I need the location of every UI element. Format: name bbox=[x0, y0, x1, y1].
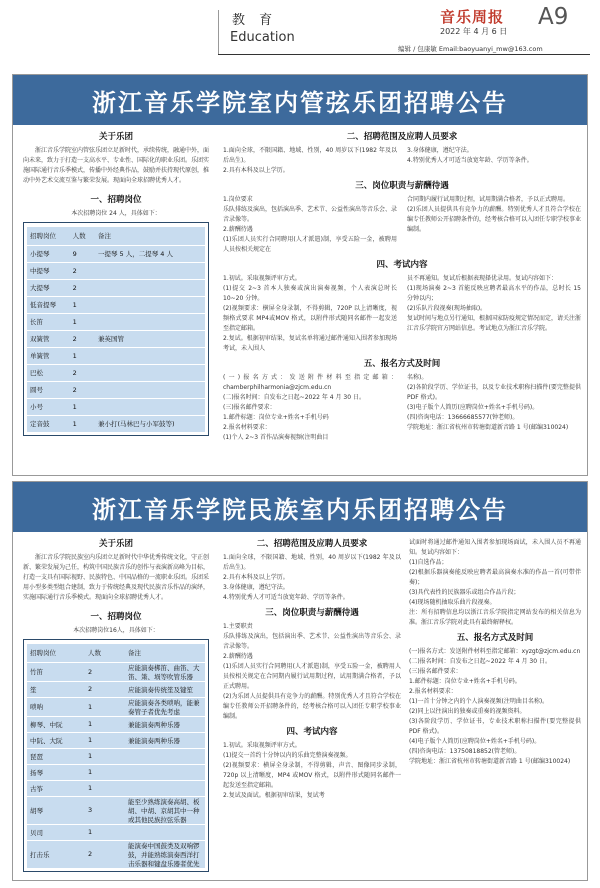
table-row bbox=[27, 796, 205, 824]
positions-table-box bbox=[23, 639, 209, 872]
position-note: 应能演奏各类唢呐，能兼奏管子者优先考虑 bbox=[125, 697, 205, 716]
left-column bbox=[23, 127, 209, 436]
positions-subtitle: 本次招聘岗位 24 人，具体如下： bbox=[71, 210, 161, 217]
col-header-count: 人数 bbox=[85, 644, 125, 662]
position-count: 2 bbox=[85, 840, 125, 868]
about-text: 浙江音乐学院民族室内乐团立足新时代中华优秀传统文化，守正创新、繁荣发展为己任，构筑中国民族音乐的创作与表演新高峰为目标，打造一支具有国际视野、民族特色、中国品格的一流职业乐团。乐团采用小型多类型组合建制，致力于传统经典及现代民族音乐作品的演绎，实施国际通行音乐季模式。现面向全球招聘优秀人才。 bbox=[23, 554, 210, 601]
position-note bbox=[125, 748, 205, 764]
position-note bbox=[125, 780, 205, 796]
position-note: 能演奏中国鼓类及双响锣鼓，并能熟练演奏西洋打击乐器和键盘乐器者优先 bbox=[125, 840, 205, 868]
position-count: 2 bbox=[70, 262, 95, 279]
col-header-position: 招聘岗位 bbox=[27, 227, 70, 245]
table-row bbox=[27, 824, 205, 840]
duties-text: 1.主要职责 乐队排练及演出，包括演出季、艺术节、公益性演出等音乐会、录音录像等。 2.薪酬待遇 (1)乐团人员实行合同聘用(人才派遣)制，享受五险一金，被聘用人员按相关规定在合同期内履行试用期过程，试用期满合格者，予以正式聘用。 (2)为乐团人员提供具有竞争力的薪酬。特别优秀人才且符合学校在编专任教师公开招聘条件的，经考核合格可以入团任专职学校事业编制。 bbox=[223, 623, 401, 720]
section-title-en: Education bbox=[230, 30, 295, 45]
table-row bbox=[27, 764, 205, 780]
positions-heading: 一、招聘岗位 bbox=[90, 612, 142, 622]
table-row bbox=[27, 364, 205, 381]
requirements-heading: 二、招聘范围及应聘人员要求 bbox=[256, 539, 368, 549]
position-name: 竹笛 bbox=[27, 662, 85, 681]
position-count: 1 bbox=[70, 347, 95, 364]
left-column bbox=[23, 534, 209, 872]
table-row bbox=[27, 697, 205, 716]
position-name: 琵琶 bbox=[27, 748, 85, 764]
position-note bbox=[95, 398, 205, 415]
positions-table bbox=[27, 227, 205, 433]
table-row bbox=[27, 681, 205, 697]
exam-text: 1.初试。采取视频评审方式。 (1)提交一首约十分钟以内的乐曲完整演奏视频。 (2)视频要求：横屏全身录制，不得剪辑，声音、图像同步录制，720p 以上清晰度，MP4 或MOV 格式，以附件形式随同名邮件一起发送至指定邮箱。 2.复试及面试。根据初审结果，复试考 bbox=[223, 742, 401, 799]
about-heading: 关于乐团 bbox=[98, 539, 133, 549]
apply-heading: 五、报名方式及时间 bbox=[363, 359, 441, 369]
requirements-text-left: 1.面向全球，不限国籍、地域、性别，40 周岁以下(1982 年及以后出生)。 2.具有本科及以上学历。 bbox=[223, 147, 397, 174]
position-count: 1 bbox=[85, 716, 125, 732]
position-note: 应能演奏梆笛、曲笛、大笛、箫、埙等吹管乐器 bbox=[125, 662, 205, 681]
position-count: 1 bbox=[85, 697, 125, 716]
position-count: 9 bbox=[70, 245, 95, 262]
position-note bbox=[125, 824, 205, 840]
position-name: 古筝 bbox=[27, 780, 85, 796]
position-name: 低音提琴 bbox=[27, 296, 70, 313]
apply-text: (一)报名方式：发送附件材料至指定邮箱：xyzgt@zjcm.edu.cn (二)报名时间：自发布之日起~2022 年 4 月 30 日。 (三)报名邮件要求： 1.邮件标题：岗位专业+姓名+手机号码。 2.报名材料要求： (1)一首十分钟之内的个人演奏视频(注明曲目名称)。 (2)同上以往演出的独奏或重奏的视频资料。 (3)各阶段学历、学位证书，专业技术职称扫描件(要完整提供PDF 格式)。 (4)电子版个人简历(应聘岗位+姓名+手机号码)。 (四)咨询电话：13750818852(管老师)。 学院地址：浙江省杭州市转塘街道新音路 1 号(邮编310024) bbox=[409, 648, 581, 765]
newspaper-logo: 音乐周报 bbox=[440, 8, 505, 26]
requirements-text-right: 3.身体健康，遵纪守法。 4.特别优秀人才可适当放宽年龄、学历等条件。 bbox=[407, 147, 533, 164]
table-row bbox=[27, 840, 205, 868]
orchestra-recruitment-notice bbox=[12, 74, 588, 476]
position-count: 1 bbox=[85, 780, 125, 796]
position-note: 兼能演奏两种乐器 bbox=[125, 716, 205, 732]
position-name: 大提琴 bbox=[27, 279, 70, 296]
position-name: 打击乐 bbox=[27, 840, 85, 868]
header-rule bbox=[218, 54, 590, 55]
position-name: 扬琴 bbox=[27, 764, 85, 780]
apply-text-right: 名称)。 (2)各阶段学历、学位证书，以及专业技术职称扫描件(要完整提供PDF 格式)。 (3)电子版个人简历(应聘岗位+姓名+手机号码)。 (四)咨询电话：13666685577(钟老师)。 学院地址：浙江省杭州市转塘街道新音路 1 号(邮编310024) bbox=[407, 374, 581, 431]
col-header-note: 备注 bbox=[125, 644, 205, 662]
positions-heading: 一、招聘岗位 bbox=[90, 195, 142, 205]
duties-text-right: 合同期内履行试用期过程，试用期满合格者，予以正式聘用。 (2)乐团人员提供具有竞争力的薪酬。特别优秀人才且符合学校在编专任教师公开招聘条件的，经考核合格可以入团任专职学校事业编制。 bbox=[407, 196, 582, 233]
position-count: 1 bbox=[70, 415, 95, 432]
position-note: 兼小打(马林巴与小军鼓等) bbox=[95, 415, 205, 432]
notice-title-banner: 浙江音乐学院民族室内乐团招聘公告 bbox=[13, 482, 587, 532]
table-row bbox=[27, 296, 205, 313]
position-count: 2 bbox=[70, 364, 95, 381]
position-count: 1 bbox=[70, 313, 95, 330]
position-name: 唢呐 bbox=[27, 697, 85, 716]
table-row bbox=[27, 330, 205, 347]
table-row bbox=[27, 780, 205, 796]
position-count: 2 bbox=[70, 381, 95, 398]
positions-subtitle: 本次招聘岗位16人，具体如下： bbox=[73, 627, 159, 634]
position-note bbox=[95, 313, 205, 330]
table-row bbox=[27, 398, 205, 415]
position-name: 单簧管 bbox=[27, 347, 70, 364]
table-row bbox=[27, 347, 205, 364]
position-note bbox=[95, 296, 205, 313]
duties-heading: 三、岗位职责与薪酬待遇 bbox=[265, 608, 359, 618]
position-note bbox=[95, 347, 205, 364]
position-note: 兼能演奏两种乐器 bbox=[125, 732, 205, 748]
position-name: 中阮、大阮 bbox=[27, 732, 85, 748]
position-count: 1 bbox=[85, 732, 125, 748]
position-name: 双簧管 bbox=[27, 330, 70, 347]
position-count: 2 bbox=[70, 330, 95, 347]
exam-text-right: 员不再通知。复试后根据表现择优录用。复试内容如下： (1)现场演奏 2~3 首能反映应聘者最高水平的作品，总时长 15 分钟以内； (2)乐队片段视奏(现场抽取)。 复试时间与地点另行通知，根据国家防疫规定情况而定，请关注浙江音乐学院官方网站信息。考试地点为浙江音乐学院。 bbox=[407, 275, 582, 332]
position-count: 1 bbox=[85, 748, 125, 764]
page-number: A9 bbox=[538, 4, 569, 30]
position-count: 1 bbox=[85, 824, 125, 840]
table-row bbox=[27, 245, 205, 262]
exam-text-left: 1.初试。采取视频评审方式。 (1)提交 2~3 首本人独奏或演出演奏视频，个人表演总时长 10~20 分钟。 (2)视频要求：横屏全身录制，不得剪辑，720P 以上清晰度，视频格式要求 MP4或MOV 格式，以附件形式随同名邮件一起发送至指定邮箱。 2.复试。根据初审结果，复试名单将通过邮件通知入围者参加现场考试，未入围人 bbox=[223, 275, 397, 352]
position-note bbox=[95, 262, 205, 279]
table-row bbox=[27, 662, 205, 681]
positions-table bbox=[27, 644, 205, 869]
page-header bbox=[0, 0, 600, 62]
table-row bbox=[27, 279, 205, 296]
requirements-text: 1.面向全球，不限国籍、地域、性别，40 周岁以下(1982 年及以后出生)。 2.具有本科及以上学历。 3.身体健康，遵纪守法。 4.特别优秀人才可适当放宽年龄、学历等条件。 bbox=[223, 554, 401, 601]
table-row bbox=[27, 381, 205, 398]
middle-column bbox=[223, 534, 401, 801]
table-row bbox=[27, 415, 205, 432]
position-count: 1 bbox=[85, 764, 125, 780]
position-note: 应能演奏传统笙及键笙 bbox=[125, 681, 205, 697]
position-note: 一提琴 5 人，二提琴 4 人 bbox=[95, 245, 205, 262]
position-count: 2 bbox=[70, 279, 95, 296]
about-heading: 关于乐团 bbox=[98, 132, 133, 142]
position-name: 长笛 bbox=[27, 313, 70, 330]
table-row bbox=[27, 716, 205, 732]
folk-ensemble-recruitment-notice bbox=[12, 481, 588, 881]
duties-heading: 三、岗位职责与薪酬待遇 bbox=[355, 181, 449, 191]
table-row bbox=[27, 748, 205, 764]
exam-text-continued: 试面时将通过邮件通知入围者参加现场面试，未入围人员不再通知。复试内容如下： (1)自选作品； (2)根据乐器演奏能反映应聘者最高演奏水准的作品一首(可带伴奏)； (3)具代表性的民族器乐或组合作品片段； (4)现场随机抽取乐曲片段视奏。 注：所有招聘信息均以浙江音乐学院指定网站发布的相关信息为准。浙江音乐学院对此具有最终解释权。 bbox=[409, 539, 581, 626]
table-row bbox=[27, 262, 205, 279]
col-header-note: 备注 bbox=[95, 227, 205, 245]
right-column bbox=[409, 534, 581, 767]
exam-heading: 四、考试内容 bbox=[376, 260, 428, 270]
table-row bbox=[27, 313, 205, 330]
position-name: 小提琴 bbox=[27, 245, 70, 262]
col-header-position: 招聘岗位 bbox=[27, 644, 85, 662]
position-note bbox=[95, 279, 205, 296]
requirements-heading: 二、招聘范围及应聘人员要求 bbox=[346, 132, 458, 142]
duties-text-left: 1.岗位要求 乐队排练及演出，包括演出季、艺术节、公益性演出等音乐会、录音录像等。 2.薪酬待遇 (1)乐团人员实行合同聘用(人才派遣)制，享受五险一金，被聘用人员按相关规定在 bbox=[223, 196, 398, 253]
exam-heading: 四、考试内容 bbox=[286, 727, 338, 737]
issue-date: 2022 年 4 月 6 日 bbox=[440, 27, 508, 36]
position-note: 兼英国管 bbox=[95, 330, 205, 347]
position-name: 定音鼓 bbox=[27, 415, 70, 432]
notice-title-banner: 浙江音乐学院室内管弦乐团招聘公告 bbox=[13, 75, 587, 125]
editor-credit: 编辑 / 包康敏 Email:baoyuanyi_mw@163.com bbox=[398, 45, 543, 53]
position-name: 圆号 bbox=[27, 381, 70, 398]
right-content bbox=[223, 127, 581, 443]
header-divider bbox=[218, 10, 219, 54]
position-note bbox=[95, 364, 205, 381]
position-name: 中提琴 bbox=[27, 262, 70, 279]
position-count: 2 bbox=[85, 662, 125, 681]
position-name: 小号 bbox=[27, 398, 70, 415]
about-text: 浙江音乐学院室内管弦乐团立足新时代，承续传统，融通中外，面向未来，致力于打造一支高水平、专业性、国际化的职业乐团。乐团实施国际通行音乐季模式，传播中外经典作品，鼓励并扶持现代原创，推动中外艺术交流互鉴与繁荣发展。现面向全球招聘优秀人才。 bbox=[23, 147, 210, 184]
position-name: 笙 bbox=[27, 681, 85, 697]
col-header-count: 人数 bbox=[70, 227, 95, 245]
position-name: 巴松 bbox=[27, 364, 70, 381]
position-count: 1 bbox=[70, 296, 95, 313]
apply-text-left: (一)报名方式：发送附件材料至指定邮箱：chamberphilharmonia@zjcm.edu.cn (二)报名时间：自发布之日起~2022 年 4 月 30 日。 (三)报名邮件要求： 1.邮件标题：岗位专业+姓名+手机号码 2.报名材料要求： (1)个人 2~3 首作品演奏视频(注明曲目 bbox=[223, 374, 397, 441]
position-count: 2 bbox=[85, 681, 125, 697]
position-count: 3 bbox=[85, 796, 125, 824]
positions-table-box bbox=[23, 222, 209, 436]
position-count: 1 bbox=[70, 398, 95, 415]
position-name: 胡琴 bbox=[27, 796, 85, 824]
position-note bbox=[95, 381, 205, 398]
position-name: 贝司 bbox=[27, 824, 85, 840]
position-note bbox=[125, 764, 205, 780]
apply-heading: 五、报名方式及时间 bbox=[456, 633, 534, 643]
position-name: 柳琴、中阮 bbox=[27, 716, 85, 732]
table-row bbox=[27, 732, 205, 748]
position-note: 能至少熟练演奏高胡、板胡、中胡、京胡其中一种或其他民族拉弦乐器 bbox=[125, 796, 205, 824]
section-title: 教 育 bbox=[232, 13, 278, 28]
